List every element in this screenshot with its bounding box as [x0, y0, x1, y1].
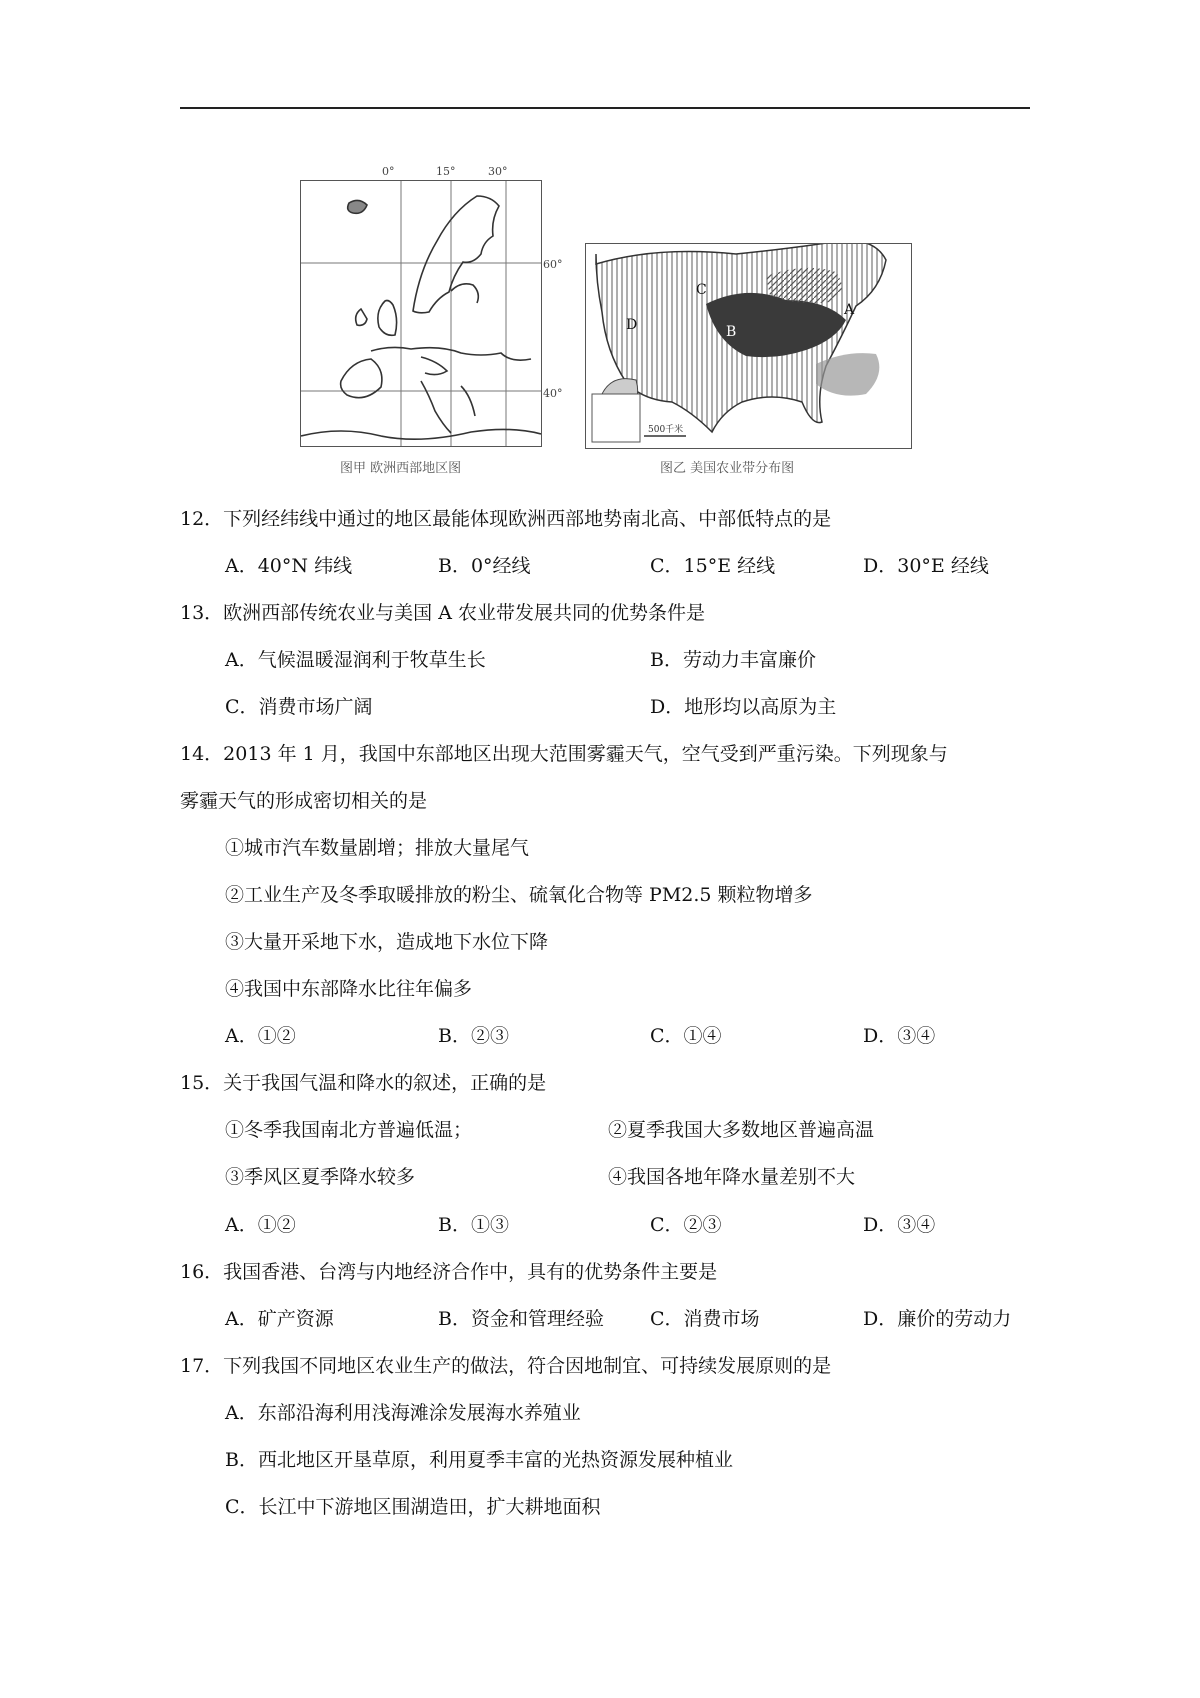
q12-option-c: C．15°E 经线 — [650, 555, 776, 577]
q13-option-b: B．劳动力丰富廉价 — [650, 649, 816, 671]
q15-option-c: C．②③ — [650, 1214, 722, 1236]
europe-map — [300, 180, 542, 447]
usa-agriculture-map — [585, 243, 912, 449]
lon-label-30: 30° — [488, 165, 508, 178]
q15-statement-2: ②夏季我国大多数地区普遍高温 — [608, 1119, 875, 1141]
q17-option-a: A．东部沿海利用浅海滩涂发展海水养殖业 — [225, 1402, 581, 1424]
q13-stem: 13．欧洲西部传统农业与美国 A 农业带发展共同的优势条件是 — [180, 602, 705, 624]
q14-option-d: D．③④ — [863, 1025, 936, 1047]
q15-statement-3: ③季风区夏季降水较多 — [225, 1166, 416, 1188]
header-rule — [180, 107, 1030, 109]
europe-map-caption: 图甲 欧洲西部地区图 — [340, 461, 462, 476]
q14-option-c: C．①④ — [650, 1025, 722, 1047]
q17-option-c: C．长江中下游地区围湖造田，扩大耕地面积 — [225, 1496, 601, 1518]
scale-label: 500千米 — [648, 425, 684, 435]
q12-option-a: A．40°N 纬线 — [225, 555, 353, 577]
lat-label-60: 60° — [543, 258, 563, 271]
belt-label-b: B — [726, 324, 737, 340]
map-figure — [300, 165, 920, 485]
q17-option-b: B．西北地区开垦草原，利用夏季丰富的光热资源发展种植业 — [225, 1449, 733, 1471]
q15-statement-1: ①冬季我国南北方普遍低温； — [225, 1119, 473, 1141]
q16-option-a: A．矿产资源 — [225, 1308, 334, 1330]
q16-option-c: C．消费市场 — [650, 1308, 760, 1330]
q14-statement-1: ①城市汽车数量剧增；排放大量尾气 — [225, 837, 530, 859]
q15-option-d: D．③④ — [863, 1214, 936, 1236]
q14-statement-4: ④我国中东部降水比往年偏多 — [225, 978, 473, 1000]
lon-label-0: 0° — [382, 165, 395, 178]
q12-option-d: D．30°E 经线 — [863, 555, 989, 577]
usa-map-caption: 图乙 美国农业带分布图 — [660, 461, 795, 476]
q15-option-b: B．①③ — [438, 1214, 509, 1236]
belt-label-a: A — [844, 302, 855, 318]
q14-option-b: B．②③ — [438, 1025, 509, 1047]
q13-option-d: D．地形均以高原为主 — [650, 696, 837, 718]
q12-option-b: B．0°经线 — [438, 555, 531, 577]
q13-option-a: A．气候温暖湿润利于牧草生长 — [225, 649, 486, 671]
q12-stem: 12．下列经纬线中通过的地区最能体现欧洲西部地势南北高、中部低特点的是 — [180, 508, 832, 530]
q16-option-b: B．资金和管理经验 — [438, 1308, 604, 1330]
q17-stem: 17．下列我国不同地区农业生产的做法，符合因地制宜、可持续发展原则的是 — [180, 1355, 832, 1377]
q15-option-a: A．①② — [225, 1214, 296, 1236]
q13-option-c: C．消费市场广阔 — [225, 696, 373, 718]
belt-label-d: D — [626, 317, 638, 333]
q16-stem: 16．我国香港、台湾与内地经济合作中，具有的优势条件主要是 — [180, 1261, 718, 1283]
lat-label-40: 40° — [543, 387, 563, 400]
q15-stem: 15．关于我国气温和降水的叙述，正确的是 — [180, 1072, 547, 1094]
q14-stem-line1: 14．2013 年 1 月，我国中东部地区出现大范围雾霾天气，空气受到严重污染。下列现象与 — [180, 743, 948, 765]
q14-stem-line2: 雾霾天气的形成密切相关的是 — [180, 790, 428, 812]
belt-label-c: C — [696, 282, 707, 298]
usa-map-drawing — [586, 244, 911, 448]
q16-option-d: D．廉价的劳动力 — [863, 1308, 1012, 1330]
lon-label-15: 15° — [436, 165, 456, 178]
map-legend — [592, 394, 640, 442]
q14-option-a: A．①② — [225, 1025, 296, 1047]
europe-map-drawing — [301, 181, 541, 446]
q15-statement-4: ④我国各地年降水量差别不大 — [608, 1166, 856, 1188]
q14-statement-2: ②工业生产及冬季取暖排放的粉尘、硫氧化合物等 PM2.5 颗粒物增多 — [225, 884, 813, 906]
q14-statement-3: ③大量开采地下水，造成地下水位下降 — [225, 931, 549, 953]
